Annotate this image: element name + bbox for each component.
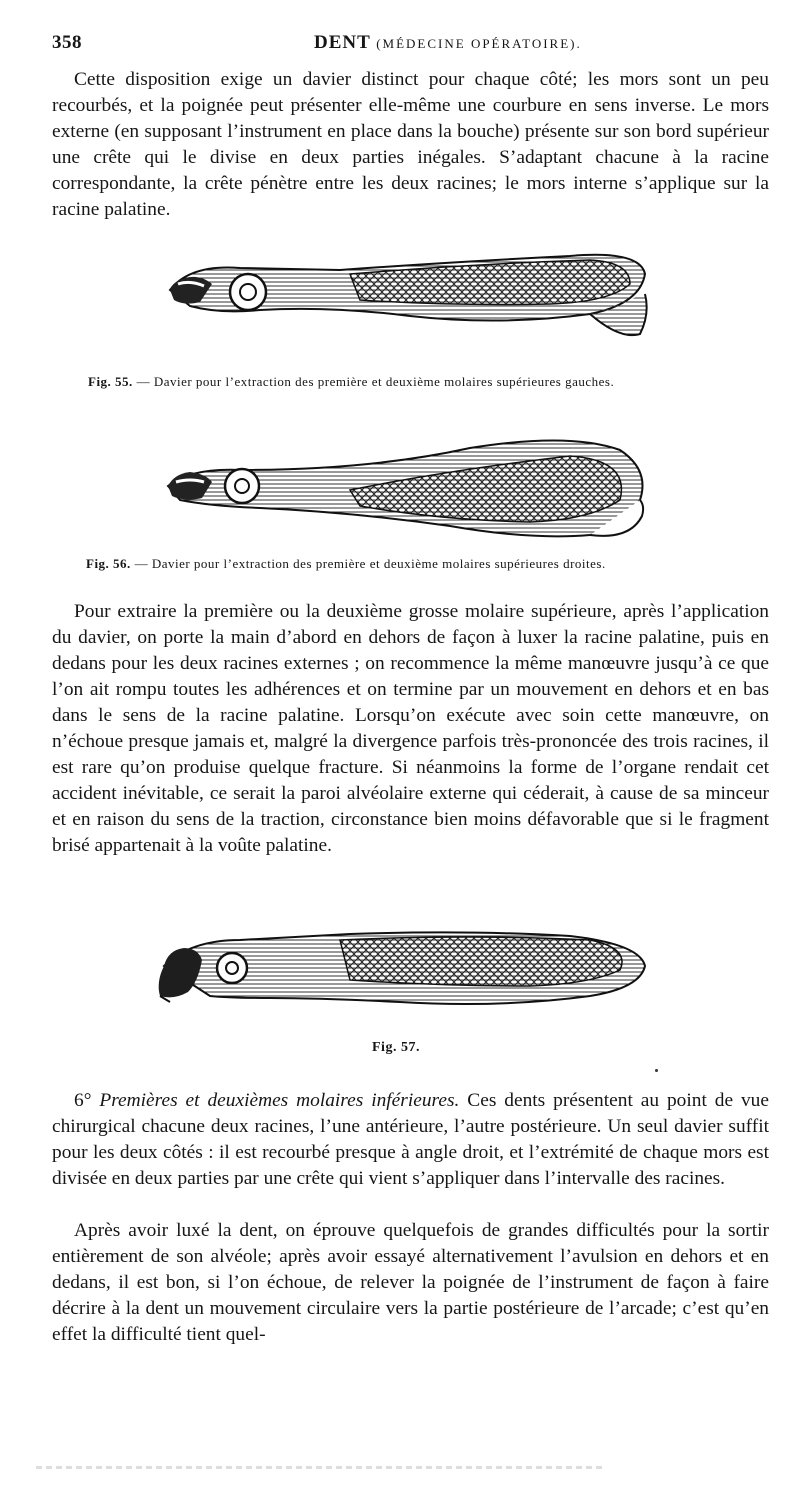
page-number: 358 xyxy=(52,32,82,53)
running-title-main: DENT xyxy=(314,32,371,53)
running-title xyxy=(314,32,582,54)
faint-footer-imprint xyxy=(36,1466,606,1469)
section-body: Ces dents présentent au point de vue chirurgical chacune deux racines, l’une antérieure, l’autre postérieure. Un seul davier suffit pour les deux côtés : il est recourbé presque à angle droit, et l’extrémité de chaque mors est divisée en deux parties par une crête qui vient s’appliquer dans l’intervalle des racines. xyxy=(52,1090,769,1189)
paragraph-2: Pour extraire la première ou la deuxième grosse molaire supérieure, après l’application du davier, on porte la main d’abord en dehors de façon à luxer la racine palatine, puis en dedans pour les deux racines externes ; on recommence la même manœuvre jusqu’à ce que l’on ait rompu toutes les adhérences et on termine par un mouvement en dehors et en bas dans le sens de la racine palatine. Lorsqu’on exécute avec soin cette manœuvre, on n’échoue presque jamais et, malgré la divergence parfois très-prononcée des trois racines, il est rare qu’on produise quelque fracture. Si néanmoins la forme de l’organe rendait cet accident inévitable, ce serait la paroi alvéolaire externe qui céderait, à cause de sa minceur et en raison du sens de la traction, circonstance bien moins défavorable que si le fragment brisé appartenait à la voûte palatine. xyxy=(52,601,769,856)
ink-speck xyxy=(655,1069,658,1072)
figure-55-caption xyxy=(88,374,614,390)
figure-57-forceps xyxy=(150,926,650,1016)
section-number: 6° xyxy=(74,1090,92,1111)
figure-57-label: Fig. 57. xyxy=(372,1040,420,1055)
figure-56-text: — Davier pour l’extraction des première et deuxième molaires supérieures droites. xyxy=(134,556,606,571)
figure-56-forceps xyxy=(150,430,650,545)
figure-55-label: Fig. 55. xyxy=(88,374,133,389)
figure-56-caption xyxy=(86,556,606,572)
running-title-sub: (MÉDECINE OPÉRATOIRE). xyxy=(376,36,582,51)
figure-55-forceps xyxy=(150,244,650,354)
paragraph-1: Cette disposition exige un davier distinct pour chaque côté; les mors sont un peu recourbés, et la poignée peut présenter elle-même une courbure en sens inverse. Le mors externe (en supposant l’instrument en place dans la bouche) présente sur son bord supérieur une crête qui le divise en deux parties inégales. S’adaptant chacune à la racine correspondante, la crête pénètre entre les deux racines; le mors interne s’applique sur la racine palatine. xyxy=(52,69,769,220)
paragraph-3 xyxy=(52,1088,769,1192)
figure-56-label: Fig. 56. xyxy=(86,556,131,571)
figure-57-caption xyxy=(372,1040,420,1056)
figure-55-text: — Davier pour l’extraction des première et deuxième molaires supérieures gauches. xyxy=(136,374,615,389)
paragraph-4: Après avoir luxé la dent, on éprouve quelquefois de grandes difficultés pour la sortir entièrement de son alvéole; après avoir essayé alternativement l’avulsion en dehors et en dedans, il est bon, si l’on échoue, de relever la poignée de l’instrument de façon à faire décrire à la dent un mouvement circulaire vers la partie postérieure de l’arcade; c’est qu’en effet la difficulté tient quel- xyxy=(52,1220,769,1345)
section-heading: Premières et deuxièmes molaires inférieures. xyxy=(99,1090,460,1111)
running-header xyxy=(52,32,772,62)
